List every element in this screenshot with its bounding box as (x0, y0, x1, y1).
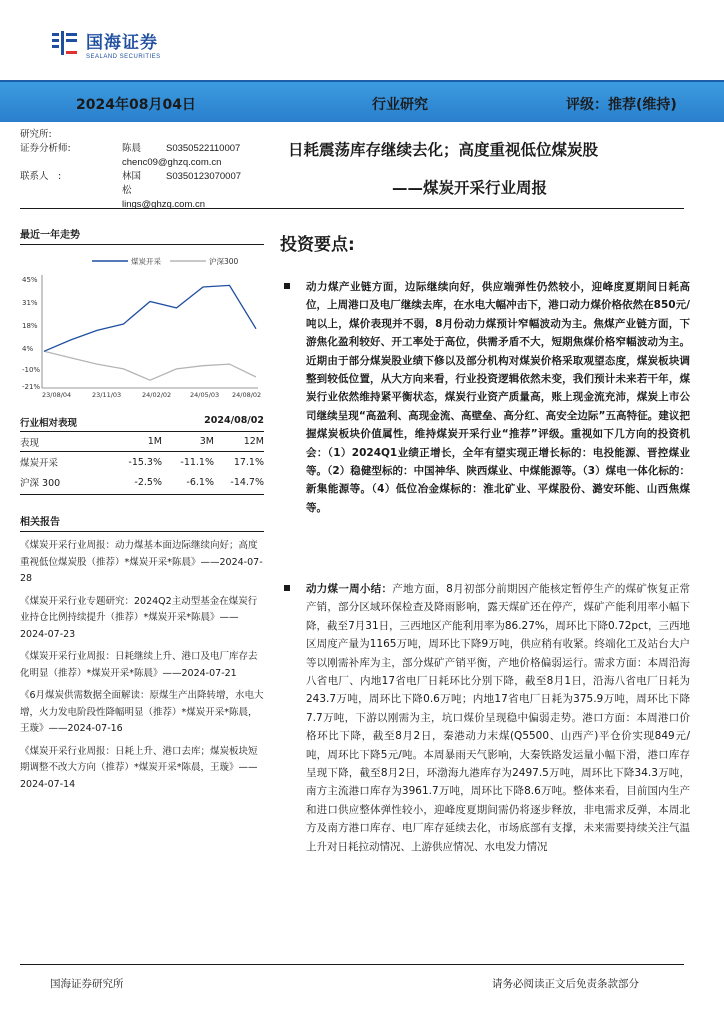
summary-text: 动力煤产业链方面，边际继续向好，供应端弹性仍然较小，迎峰度夏期间日耗高位，上周港口及电厂继续去库，在水电大幅冲击下，港口动力煤价格依然在850元/吨以上，煤价表现并不弱，8月份动力煤预计窄幅波动为主。焦煤产业链方面，下游焦化盈利较好、开工率处于高位，供需矛盾不大，短期焦煤价格窄幅波动为主。近期由于部分煤炭股业绩下修以及部分机构对煤炭价格采取观望态度，煤炭板块调整到较低位置，从大方向来看，行业投资逻辑依然未变，我们预计未来若干年，煤炭行业依然维持紧平衡状态，煤炭行业资产质量高，账上现金流充沛，煤炭上市公司继续呈现“高盈利、高现金流、高壁垒、高分红、高安全边际”五高特征。建议把握煤炭板块价值属性，维持煤炭开采行业“推荐”评级。重视如下几方向的投资机会：（1）2024Q1业绩正增长，全年有望实现正增长标的：电投能源、晋控煤业等。（2）稳健型标的：中国神华、陕西煤业、中煤能源等。（3）煤电一体化标的：新集能源等。（4）低位冶金煤标的：淮北矿业、平煤股份、潞安环能、山西焦煤等。 (306, 281, 690, 514)
x-tick: 24/02/02 (142, 391, 172, 399)
brand-name-cn: 国海证券 (86, 33, 158, 53)
col-header: 1M (147, 436, 162, 447)
table-cell: -14.7% (230, 476, 264, 488)
table-cell: -11.1% (180, 456, 214, 468)
analyst-label: 证券分析师: (20, 143, 71, 154)
footer-source: 国海证券研究所 (50, 978, 124, 990)
footer-disclaimer: 请务必阅读正文后免责条款部分 (492, 978, 639, 990)
trend-chart (20, 251, 264, 403)
performance-table (20, 415, 264, 495)
series-line-hs300 (44, 351, 256, 380)
series-line-coal (44, 285, 256, 351)
performance-heading: 行业相对表现 (20, 418, 78, 429)
header-divider (20, 208, 684, 209)
trend-heading: 最近一年走势 (20, 226, 264, 245)
table-header-row (20, 432, 264, 452)
col-header: 3M (199, 436, 214, 447)
report-subtitle: ——煤炭开采行业周报 (392, 179, 548, 197)
analyst-name: 陈晨 (122, 143, 142, 154)
table-cell: 沪深 300 (20, 478, 61, 489)
x-tick: 23/11/03 (92, 391, 122, 399)
table-row (20, 452, 264, 472)
table-cell: 17.1% (233, 456, 264, 468)
analyst-info (20, 128, 241, 212)
report-title: 日耗震荡库存继续去化；高度重视低位煤炭股 (288, 141, 599, 159)
research-label: 研究所: (20, 129, 52, 140)
related-report-link[interactable]: 《煤炭开采行业周报：日耗继续上升、港口及电厂库存去化明显（推荐）*煤炭开采*陈晨》——2024-07-21 (20, 651, 258, 679)
table-cell: 煤炭开采 (20, 458, 59, 469)
bullet-square-icon (284, 283, 290, 289)
weekly-lead: 动力煤一周小结： (306, 583, 393, 595)
y-tick: 31% (22, 299, 38, 307)
key-points-heading: 投资要点: (280, 235, 355, 255)
contact-email[interactable]: lings@ghzq.com.cn (122, 199, 206, 210)
bullet-weekly (280, 580, 690, 856)
col-header: 12M (243, 436, 264, 447)
bullet-square-icon (284, 585, 290, 591)
y-tick: -10% (22, 366, 41, 374)
x-tick: 24/05/03 (190, 391, 220, 399)
table-cell: -6.1% (186, 476, 214, 488)
y-tick: -21% (22, 383, 41, 391)
brand-name-en: SEALAND SECURITIES (86, 54, 161, 60)
table-row (20, 472, 264, 492)
report-type: 行业研究 (372, 97, 428, 113)
y-tick: 18% (22, 322, 38, 330)
table-cell: -2.5% (134, 476, 162, 488)
performance-date: 2024/08/02 (204, 415, 264, 426)
report-date: 2024年08月04日 (76, 97, 196, 113)
x-tick: 23/08/04 (42, 391, 72, 399)
related-report-link[interactable]: 《6月煤炭供需数据全面解读：原煤生产出降转增，水电大增，火力发电阶段性降幅明显（推荐）*煤炭开采*陈晨，王璇》——2024-07-16 (20, 690, 264, 734)
table-cell: -15.3% (128, 456, 162, 468)
analyst-email[interactable]: chenc09@ghzq.com.cn (122, 157, 222, 168)
related-reports (20, 513, 264, 793)
y-tick: 45% (22, 276, 38, 284)
analyst-cert: S0350522110007 (166, 143, 241, 154)
y-tick: 4% (22, 345, 34, 353)
footer-divider (20, 964, 684, 965)
legend-hs300: 沪深300 (209, 257, 239, 266)
col-header: 表现 (20, 437, 40, 449)
related-report-link[interactable]: 《煤炭开采行业周报：日耗上升、港口去库；煤炭板块短期调整不改大方向（推荐）*煤炭开采*陈晨，王璇》——2024-07-14 (20, 745, 258, 790)
related-report-link[interactable]: 《煤炭开采行业周报：动力煤基本面边际继续向好；高度重视低位煤炭股（推荐）*煤炭开采*陈晨》——2024-07-28 (20, 540, 263, 584)
x-tick: 24/08/02 (232, 391, 262, 399)
main-content (280, 230, 690, 853)
brand-mark-icon (50, 29, 80, 59)
report-rating: 评级：推荐(维持) (566, 97, 677, 113)
brand-logo (50, 28, 161, 60)
related-report-link[interactable]: 《煤炭开采行业专题研究：2024Q2主动型基金在煤炭行业持仓比例持续提升（推荐）*煤炭开采*陈晨》——2024-07-23 (20, 595, 258, 640)
weekly-text: 产地方面，8月初部分前期因产能核定暂停生产的煤矿恢复正常产销，部分区域环保检查及降雨影响，露天煤矿还在停产，煤矿产能利用率小幅下降，截至7月31日，三西地区产能利用率为86.27%，周环比下降0.72pct，三西地区周度产量为1165万吨，周环比下降9万吨，供应稍有收紧。终端化工及站台大户等以刚需补库为主，部分煤矿产销平衡，产地价格偏弱运行。需求方面：本周沿海八省电厂、内地17省电厂日耗环比分别下降，截至8月1日，沿海八省电厂日耗为243.7万吨，周环比下降0.6万吨；内地17省电厂日耗为375.9万吨，周环比下降7.7万吨，下游以刚需为主，坑口煤价呈现稳中偏弱走势。港口方面：本周港口价格环比下降，截至8月2日，秦港动力末煤(Q5500、山西产)平仓价实现849元/吨，周环比下降5元/吨。本周暴雨天气影响，大秦铁路发运量小幅下滑，港口库存呈现下降，截至8月2日，环渤海九港库存为2497.5万吨，周环比下降34.3万吨，南方主流港口库存为3961.7万吨，周环比下降8.6万吨。整体来看，目前国内生产和进口供应整体弹性较小，迎峰度夏期间需仍将逐步释放，非电需求反弹，本周北方及南方港口库存、电厂库存延续去化，市场底部有支撑，未来需要持续关注气温上升对日耗拉动情况、上游供应情况、水电发力情况 (306, 583, 690, 853)
contact-name: 林国松 (122, 171, 142, 196)
header-banner (0, 80, 724, 122)
legend-coal: 煤炭开采 (131, 257, 161, 266)
related-heading: 相关报告 (20, 513, 264, 532)
contact-cert: S0350123070007 (166, 171, 242, 182)
table-bottom-rule (20, 494, 264, 495)
sidebar (20, 226, 264, 793)
contact-label: 联系人 : (20, 171, 62, 182)
bullet-summary (280, 278, 690, 517)
